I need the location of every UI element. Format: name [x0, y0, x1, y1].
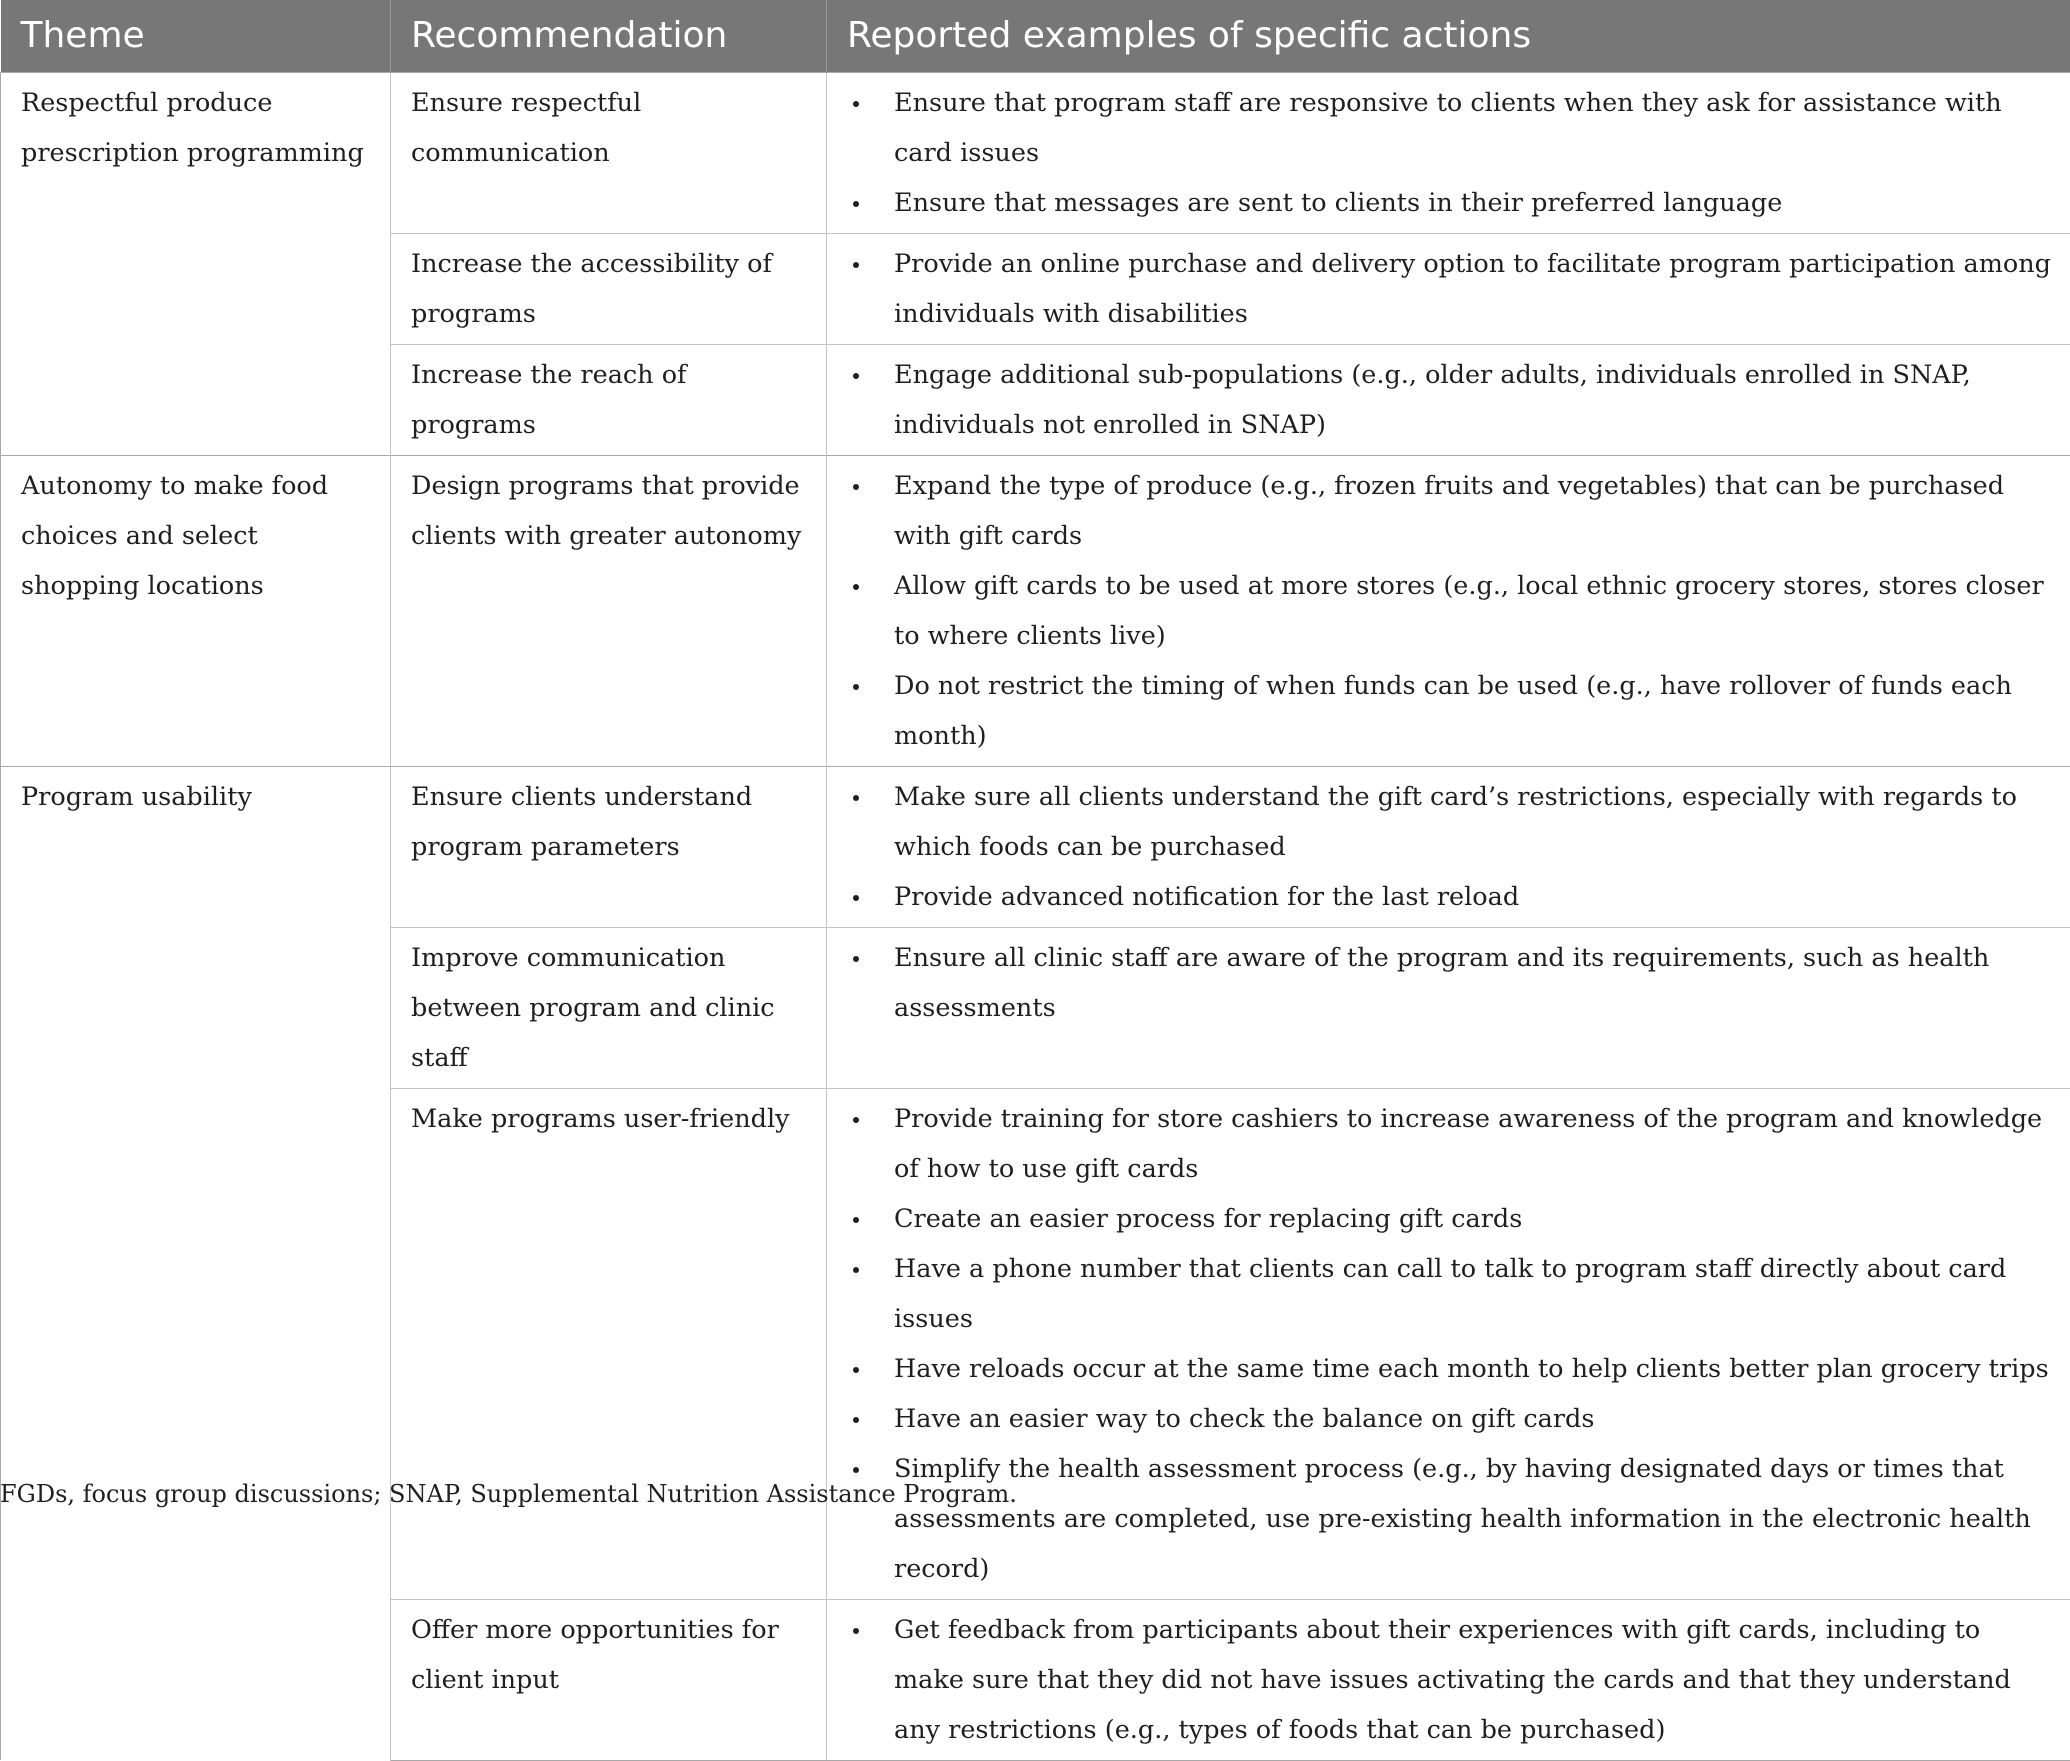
table-row: [1, 72, 2070, 233]
recommendation-cell: Increase the reach of programs: [391, 344, 827, 455]
actions-list: [847, 1605, 2058, 1755]
theme-cell: Program usability: [1, 766, 391, 1760]
recommendation-cell: Ensure clients understand program parameters: [391, 766, 827, 927]
actions-cell: [827, 927, 2070, 1088]
actions-cell: [827, 1088, 2070, 1599]
actions-cell: [827, 766, 2070, 927]
action-item: Provide an online purchase and delivery option to facilitate program participation among individuals with disabilities: [847, 239, 2058, 339]
table-row: [1, 455, 2070, 766]
actions-cell: [827, 1599, 2070, 1760]
theme-cell: Respectful produce prescription programming: [1, 72, 391, 455]
action-item: Ensure all clinic staff are aware of the program and its requirements, such as health assessments: [847, 933, 2058, 1033]
recommendation-cell: Ensure respectful communication: [391, 72, 827, 233]
actions-list: [847, 239, 2058, 339]
recommendation-cell: Make programs user-friendly: [391, 1088, 827, 1599]
table-footnote: FGDs, focus group discussions; SNAP, Supplemental Nutrition Assistance Program.: [0, 1474, 1017, 1514]
action-item: Provide advanced notification for the last reload: [847, 872, 2058, 922]
header-recommendation: Recommendation: [391, 0, 827, 72]
action-item: Allow gift cards to be used at more stores (e.g., local ethnic grocery stores, stores closer to where clients live): [847, 561, 2058, 661]
actions-cell: [827, 344, 2070, 455]
actions-cell: [827, 72, 2070, 233]
action-item: Expand the type of produce (e.g., frozen fruits and vegetables) that can be purchased with gift cards: [847, 461, 2058, 561]
table-header-row: [1, 0, 2070, 72]
action-item: Have reloads occur at the same time each month to help clients better plan grocery trips: [847, 1344, 2058, 1394]
actions-list: [847, 350, 2058, 450]
recommendation-cell: Improve communication between program and clinic staff: [391, 927, 827, 1088]
theme-cell: Autonomy to make food choices and select shopping locations: [1, 455, 391, 766]
action-item: Make sure all clients understand the gift card’s restrictions, especially with regards to which foods can be purchased: [847, 772, 2058, 872]
recommendation-cell: Increase the accessibility of programs: [391, 233, 827, 344]
header-actions: Reported examples of specific actions: [827, 0, 2070, 72]
action-item: Provide training for store cashiers to increase awareness of the program and knowledge of how to use gift cards: [847, 1094, 2058, 1194]
recommendation-cell: Design programs that provide clients with greater autonomy: [391, 455, 827, 766]
action-item: Engage additional sub-populations (e.g., older adults, individuals enrolled in SNAP, individuals not enrolled in SNAP): [847, 350, 2058, 450]
action-item: Have a phone number that clients can call to talk to program staff directly about card issues: [847, 1244, 2058, 1344]
action-item: Ensure that program staff are responsive to clients when they ask for assistance with card issues: [847, 78, 2058, 178]
recommendation-cell: Offer more opportunities for client input: [391, 1599, 827, 1760]
header-theme: Theme: [1, 0, 391, 72]
action-item: Ensure that messages are sent to clients in their preferred language: [847, 178, 2058, 228]
actions-list: [847, 78, 2058, 228]
action-item: Create an easier process for replacing gift cards: [847, 1194, 2058, 1244]
actions-list: [847, 772, 2058, 922]
actions-list: [847, 933, 2058, 1033]
actions-list: [847, 461, 2058, 761]
action-item: Get feedback from participants about their experiences with gift cards, including to make sure that they did not have issues activating the cards and that they understand any restrictions (e.g., types of foods that can be purchased): [847, 1605, 2058, 1755]
action-item: Simplify the health assessment process (e.g., by having designated days or times that assessments are completed, use pre-existing health information in the electronic health record): [847, 1444, 2058, 1594]
actions-cell: [827, 455, 2070, 766]
action-item: Have an easier way to check the balance on gift cards: [847, 1394, 2058, 1444]
actions-cell: [827, 233, 2070, 344]
table-row: [1, 766, 2070, 927]
actions-list: [847, 1094, 2058, 1594]
action-item: Do not restrict the timing of when funds can be used (e.g., have rollover of funds each month): [847, 661, 2058, 761]
